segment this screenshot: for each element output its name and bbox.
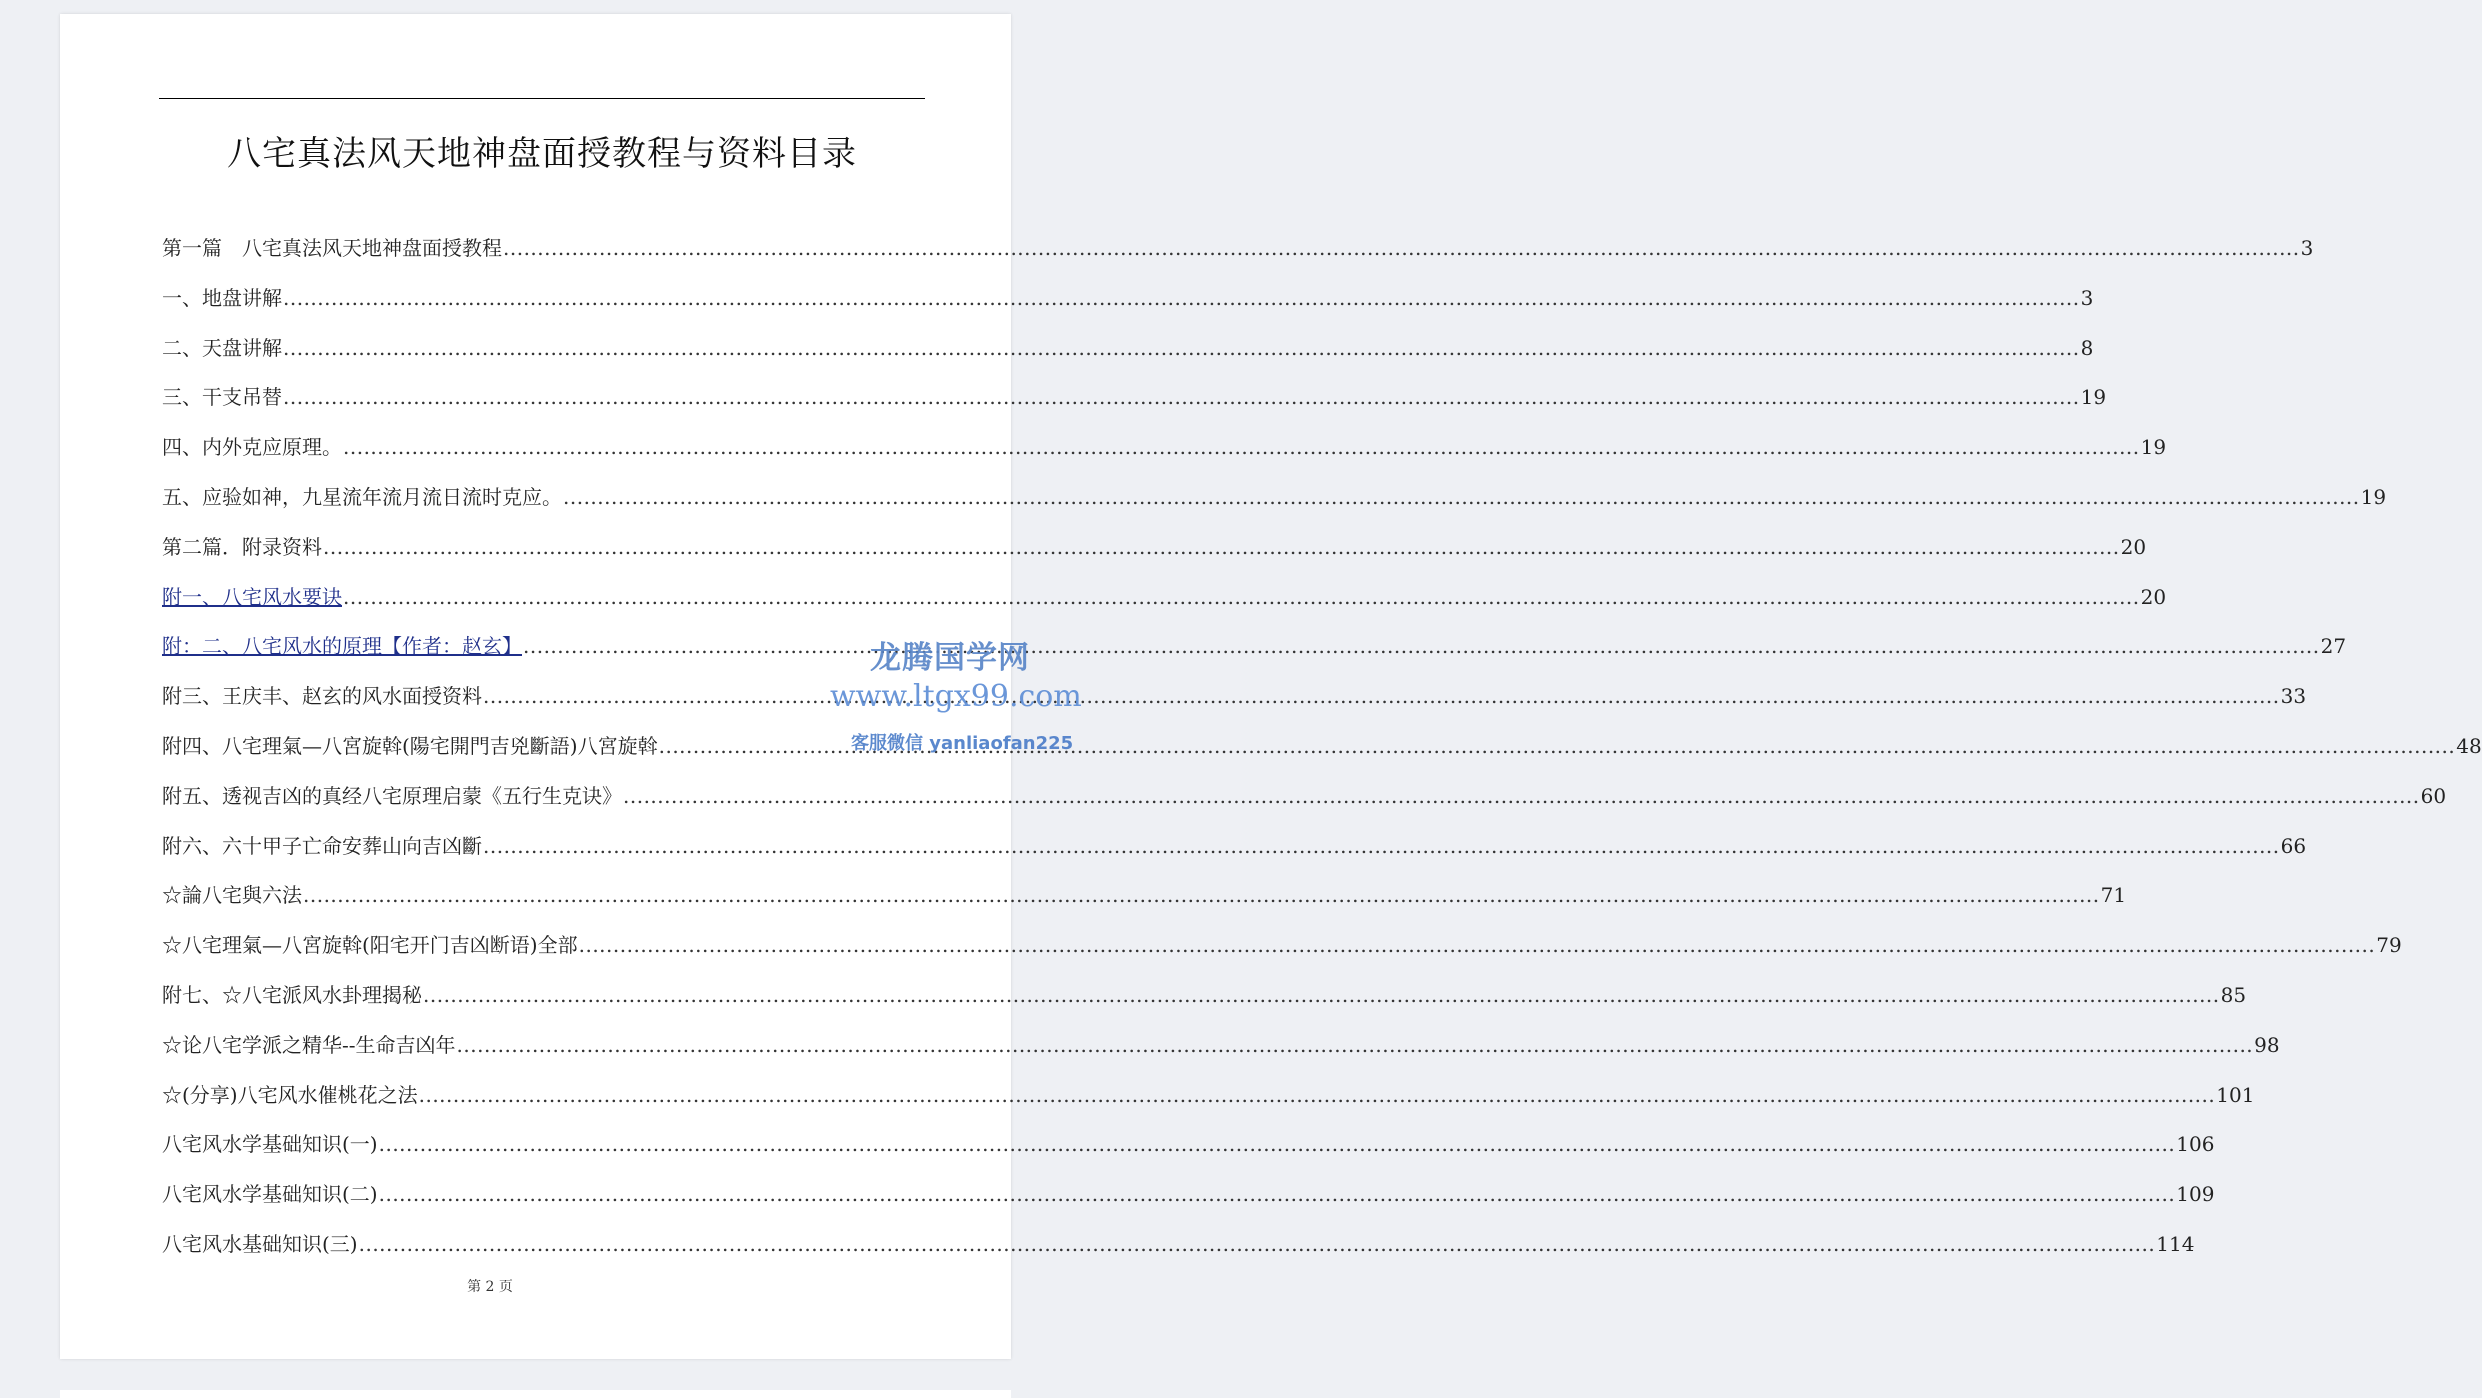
toc-entry-page-number: 19 — [2140, 435, 2167, 460]
toc-entry — [162, 282, 2094, 332]
toc-leader-dots — [483, 834, 2280, 858]
toc-leader-dots — [483, 684, 2280, 708]
toc-entry-label: 八宅风水基础知识(三) — [162, 1231, 358, 1256]
toc-entry-page-number: 3 — [2080, 285, 2094, 310]
toc-leader-dots — [359, 1232, 2156, 1256]
toc-leader-dots — [419, 1083, 2216, 1107]
toc-entry-label: ☆论八宅学派之精华--生命吉凶年 — [162, 1032, 456, 1057]
toc-entry-page-number: 106 — [2176, 1132, 2215, 1157]
toc-entry-label: 八宅风水学基础知识(一) — [162, 1132, 378, 1157]
page-number-footer: 第 2 页 — [467, 1279, 513, 1295]
toc-entry-page-number: 27 — [2320, 634, 2347, 659]
toc-leader-dots — [283, 385, 2080, 409]
toc-leader-dots — [379, 1182, 2176, 1206]
toc-entry-label: ☆(分享)八宅风水催桃花之法 — [162, 1082, 418, 1107]
toc-entry-page-number: 19 — [2360, 484, 2387, 509]
toc-leader-dots — [563, 485, 2360, 509]
header-rule — [159, 98, 925, 99]
toc-entry — [162, 381, 2107, 431]
toc-entry — [162, 1178, 2215, 1228]
toc-entry-label: 三、干支吊替 — [162, 385, 282, 410]
toc-entry — [162, 1228, 2195, 1278]
toc-entry — [162, 531, 2147, 581]
toc-entry — [162, 929, 2402, 979]
toc-entry — [162, 780, 2447, 830]
toc-entry — [162, 1128, 2215, 1178]
toc-entry-label: 附七、☆八宅派风水卦理揭秘 — [162, 982, 422, 1007]
toc-entry — [162, 1079, 2255, 1129]
toc-leader-dots — [579, 933, 2376, 957]
toc-entry-page-number: 20 — [2140, 584, 2167, 609]
watermark-url: www.ltgx99.com — [830, 679, 1082, 714]
page-title: 八宅真法风天地神盘面授教程与资料目录 — [227, 134, 857, 174]
toc-leader-dots — [623, 784, 2420, 808]
toc-entry-page-number: 3 — [2300, 236, 2314, 260]
toc-entry-page-number: 66 — [2280, 833, 2307, 858]
toc-entry-page-number: 33 — [2280, 684, 2307, 709]
toc-entry-label: 四、内外克应原理。 — [162, 435, 342, 460]
toc-entry-label: 八宅风水学基础知识(二) — [162, 1182, 378, 1207]
toc-entry-page-number: 109 — [2176, 1182, 2215, 1207]
next-page-edge — [60, 1390, 1011, 1398]
toc-entry-page-number: 60 — [2420, 783, 2447, 808]
toc-entry-label: ☆論八宅與六法 — [162, 883, 302, 908]
toc-entry-page-number: 8 — [2080, 335, 2094, 360]
toc-entry-label: 第一篇 八宅真法风天地神盘面授教程 — [162, 236, 502, 260]
toc-entry — [162, 332, 2094, 382]
toc-entry-label[interactable]: 附一、八宅风水要诀 — [162, 584, 342, 609]
toc-entry-page-number: 101 — [2216, 1082, 2255, 1107]
toc-entry — [162, 431, 2167, 481]
toc-leader-dots — [283, 286, 2080, 310]
toc-entry-label[interactable]: 附：二、八宅风水的原理【作者：赵玄】 — [162, 634, 522, 659]
toc-leader-dots — [323, 535, 2120, 559]
toc-leader-dots — [283, 336, 2080, 360]
toc-entry — [162, 1029, 2280, 1079]
toc-entry-page-number: 85 — [2220, 982, 2247, 1007]
toc-entry — [162, 481, 2387, 531]
toc-entry-label: 附六、六十甲子亡命安葬山向吉凶斷 — [162, 833, 482, 858]
toc-leader-dots — [343, 585, 2140, 609]
toc-leader-dots — [303, 883, 2100, 907]
toc-entry-page-number: 114 — [2156, 1231, 2195, 1256]
toc-entry-page-number: 79 — [2376, 933, 2402, 958]
toc-entry — [162, 830, 2307, 880]
toc-entry-page-number: 48 — [2456, 733, 2482, 758]
toc-entry-page-number: 20 — [2120, 534, 2147, 559]
toc-leader-dots — [379, 1132, 2176, 1156]
toc-entry-label: 二、天盘讲解 — [162, 335, 282, 360]
toc-entry-label: 附三、王庆丰、赵玄的风水面授资料 — [162, 684, 482, 709]
toc-entry-page-number: 71 — [2100, 883, 2127, 908]
toc-leader-dots — [523, 634, 2320, 658]
toc-leader-dots — [423, 983, 2220, 1007]
toc-entry-label: 附四、八宅理氣—八宮旋斡(陽宅開門吉兇斷語)八宮旋斡 — [162, 733, 658, 758]
toc-leader-dots — [343, 435, 2140, 459]
toc-leader-dots — [503, 236, 2300, 260]
toc-entry-label: 附五、透视吉凶的真经八宅原理启蒙《五行生克诀》 — [162, 783, 622, 808]
toc-entry — [162, 979, 2247, 1029]
toc-entry[interactable] — [162, 581, 2167, 631]
toc-entry-label: ☆八宅理氣—八宮旋斡(阳宅开门吉凶断语)全部 — [162, 933, 578, 958]
toc-entry — [162, 232, 2314, 282]
toc-entry-label: 一、地盘讲解 — [162, 285, 282, 310]
toc-entry-page-number: 98 — [2254, 1032, 2280, 1057]
toc-entry — [162, 879, 2127, 929]
toc-leader-dots — [457, 1033, 2254, 1057]
toc-entry-label: 五、应验如神，九星流年流月流日流时克应。 — [162, 484, 562, 509]
toc-entry-page-number: 19 — [2080, 385, 2107, 410]
toc-entry-label: 第二篇．附录资料 — [162, 534, 322, 559]
watermark-site-name: 龙腾国学网 — [870, 640, 1030, 676]
watermark-contact: 客服微信 yanliaofan225 — [851, 733, 1074, 754]
